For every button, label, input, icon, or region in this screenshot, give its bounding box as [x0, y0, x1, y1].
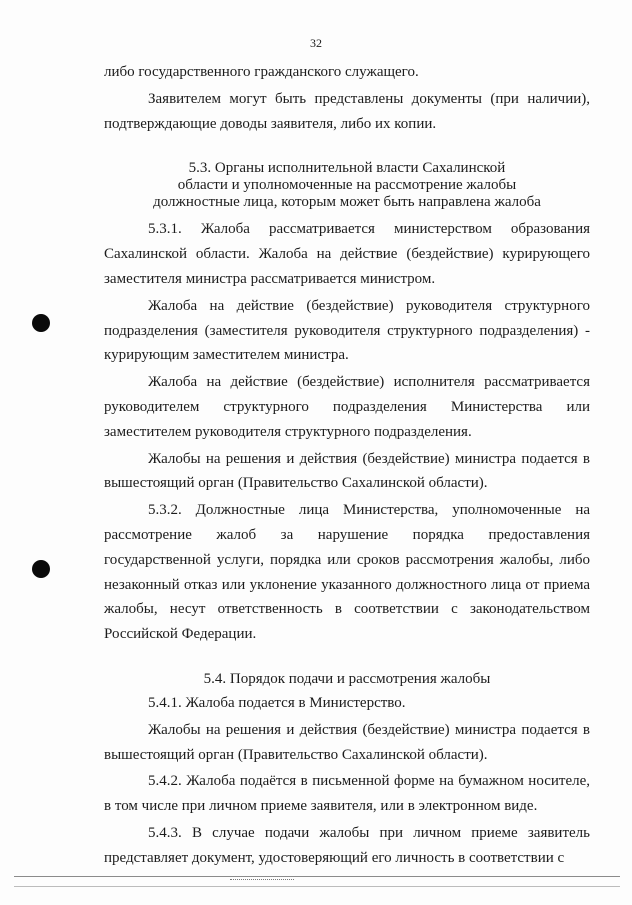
paragraph: 5.4.3. В случае подачи жалобы при личном приеме заявитель представляет документ, удостоверяющий его личность в соответствии с — [104, 824, 590, 866]
paragraph: Жалоба на действие (бездействие) исполнителя рассматривается руководителем структурного подразделения Министерства или заместителем руководителя структурного подразделения. — [104, 374, 590, 440]
page-number: 32 — [310, 36, 322, 50]
paragraph: либо государственного гражданского служащего. — [104, 64, 419, 80]
faint-stamp-mark — [230, 879, 294, 883]
heading-line: должностные лица, которым может быть направлена жалоба — [153, 194, 541, 211]
scan-edge-line — [14, 886, 620, 887]
document-body — [104, 60, 590, 871]
paragraph: Жалобы на решения и действия (бездействие) министра подается в вышестоящий орган (Правительство Сахалинской области). — [104, 450, 590, 492]
paragraph: 5.4.2. Жалоба подаётся в письменной форме на бумажном носителе, в том числе при личном приеме заявителя, или в электронном виде. — [104, 773, 590, 815]
paragraph: Жалоба на действие (бездействие) руководителя структурного подразделения (заместителя руководителя структурного подразделения) - курирующим заместителем министра. — [104, 297, 590, 364]
punch-hole-mark — [32, 560, 50, 578]
paragraph: Заявителем могут быть представлены документы (при наличии), подтверждающие доводы заявителя, либо их копии. — [104, 90, 590, 132]
heading-line: области и уполномоченные на рассмотрение жалобы — [177, 177, 517, 194]
section-heading-5-3 — [104, 160, 590, 211]
paragraph: 5.3.2. Должностные лица Министерства, уполномоченные на рассмотрение жалоб за нарушение порядка предоставления государственной услуги, порядка или сроков рассмотрения жалобы, либо незаконный отказ или уклонение указанного должностного лица от приема жалобы, несут ответственность в соответствии с законодательством Российской Федерации. — [104, 502, 590, 643]
punch-hole-mark — [32, 314, 50, 332]
paragraph: 5.4.1. Жалоба подается в Министерство. — [148, 694, 406, 711]
heading-line: 5.3. Органы исполнительной власти Сахалинской — [188, 160, 506, 177]
paragraph: 5.3.1. Жалоба рассматривается министерством образования Сахалинской области. Жалоба на действие (бездействие) курирующего заместителя министра рассматривается министром. — [104, 221, 590, 287]
section-heading-5-4: 5.4. Порядок подачи и рассмотрения жалобы — [203, 670, 491, 687]
scan-edge-line — [14, 876, 620, 877]
paragraph: Жалобы на решения и действия (бездействие) министра подается в вышестоящий орган (Правительство Сахалинской области). — [104, 721, 590, 763]
